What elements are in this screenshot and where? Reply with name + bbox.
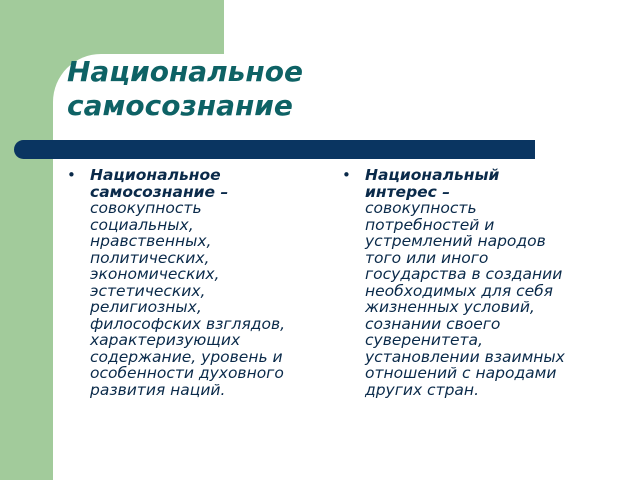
left-definition-line: особенности духовного: [90, 364, 284, 382]
right-definition-line: других стран.: [365, 380, 479, 399]
left-definition-line: нравственных,: [90, 232, 212, 250]
left-definition-line: экономических,: [90, 265, 220, 283]
right-definition-line: суверенитета,: [365, 331, 483, 349]
right-definition-line: того или иного: [365, 248, 489, 267]
right-definition-line: необходимых для себя: [365, 281, 554, 300]
left-definition-line: политических,: [90, 248, 210, 267]
left-definition-line: социальных,: [90, 215, 194, 234]
slide-title: [67, 55, 303, 123]
left-definition-line: развития наций.: [90, 380, 226, 399]
right-definition-line: потребностей и: [365, 215, 495, 234]
right-column-text: [365, 167, 565, 398]
right-term-line: Национальный: [365, 166, 500, 184]
bullet-dot-icon: •: [342, 166, 351, 184]
bullet-dot-icon: •: [67, 166, 76, 184]
right-definition-line: установлении взаимных: [365, 347, 565, 366]
right-definition-line: отношений с народами: [365, 364, 557, 382]
left-column-text: [90, 167, 285, 398]
left-definition-line: совокупность: [90, 199, 202, 217]
slide-title-line-1: Национальное: [67, 55, 303, 88]
left-definition-line: характеризующих: [90, 331, 241, 349]
right-definition-line: государства в создании: [365, 265, 563, 283]
left-definition-line: эстетических,: [90, 281, 206, 300]
right-definition-line: устремлений народов: [365, 232, 546, 250]
right-definition-line: сознании своего: [365, 314, 501, 333]
left-term-line: самосознание –: [90, 182, 229, 201]
left-definition-line: содержание, уровень и: [90, 347, 283, 366]
right-term-line: интерес –: [365, 182, 451, 201]
left-definition-line: философских взглядов,: [90, 314, 286, 333]
title-divider-bar: [14, 140, 535, 159]
slide-title-line-2: самосознание: [67, 89, 293, 122]
left-term-line: Национальное: [90, 166, 221, 184]
right-definition-line: совокупность: [365, 199, 477, 217]
right-definition-line: жизненных условий,: [365, 298, 535, 316]
left-definition-line: религиозных,: [90, 298, 202, 316]
